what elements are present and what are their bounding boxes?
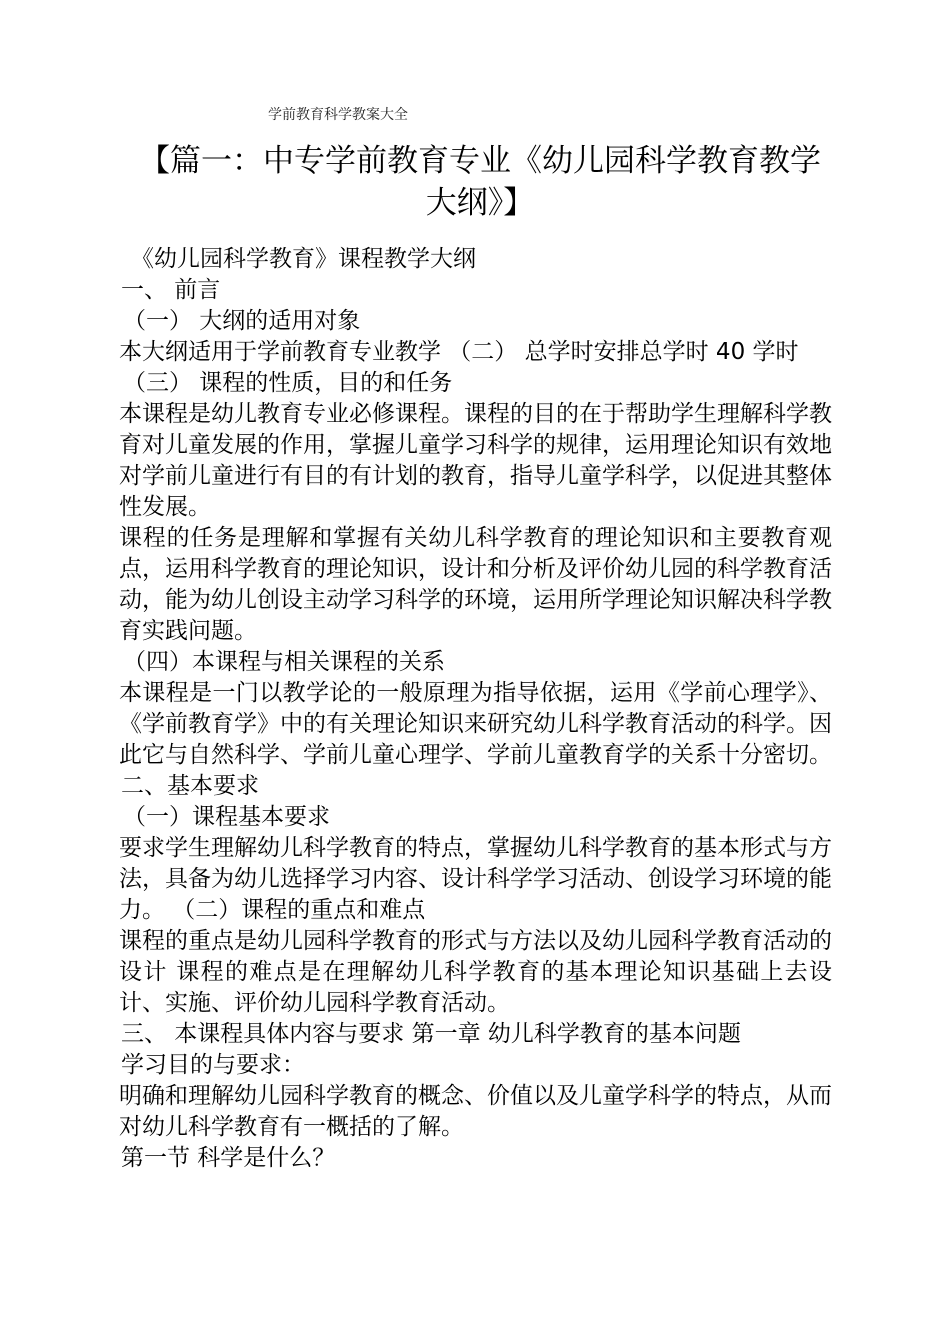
text-line-sub-2-1: （一）课程基本要求 [123, 804, 330, 830]
document-body [117, 244, 832, 1174]
paragraph-para-purpose: 本课程是幼儿教育专业必修课程。课程的目的在于帮助学生理解科学教育对儿童发展的作用，掌握儿童学习科学的规律，运用理论知识有效地对学前儿童进行有目的有计划的教育，指导儿童学科学，以促进其整体性发展。 [119, 401, 832, 520]
paragraph-para-task: 课程的任务是理解和掌握有关幼儿科学教育的理论知识和主要教育观点，运用科学教育的理论知识，设计和分析及评价幼儿园的科学教育活动，能为幼儿创设主动学习科学的环境，运用所学理论知识解决科学教育实践问题。 [119, 525, 832, 644]
header-title: 学前教育科学教案大全 [268, 107, 408, 123]
text-line-sub-1-3: （三） 课程的性质，目的和任务 [123, 370, 453, 396]
paragraph-para-focus: 课程的重点是幼儿园科学教育的形式与方法以及幼儿园科学教育活动的设计 课程的难点是在理解幼儿科学教育的基本理论知识基础上去设计、实施、评价幼儿园科学教育活动。 [119, 928, 832, 1016]
text-line-section-1: 一、 前言 [121, 277, 221, 303]
paragraph-para-relation: 本课程是一门以教学论的一般原理为指导依据，运用《学前心理学》、《学前教育学》中的有关理论知识来研究幼儿科学教育活动的科学。因此它与自然科学、学前儿童心理学、学前儿童教育学的关系十分密切。 [119, 680, 832, 768]
paragraph-para-req: 要求学生理解幼儿科学教育的特点，掌握幼儿科学教育的基本形式与方法，具备为幼儿选择学习内容、设计科学学习活动、创设学习环境的能力。 （二）课程的重点和难点 [119, 835, 832, 923]
text-line-sub-1-1: （一） 大纲的适用对象 [123, 308, 361, 334]
text-line-line-applies: 本大纲适用于学前教育专业教学 （二） 总学时安排总学时 40 学时 [119, 339, 799, 365]
text-line-section-3: 三、 本课程具体内容与要求 第一章 幼儿科学教育的基本问题 [121, 1021, 741, 1047]
paragraph-para-goal: 明确和理解幼儿园科学教育的概念、价值以及儿童学科学的特点，从而对幼儿科学教育有一概括的了解。 [119, 1083, 832, 1140]
text-line-course-title: 《幼儿园科学教育》课程教学大纲 [131, 246, 476, 272]
text-line-section-2: 二、基本要求 [121, 773, 259, 799]
text-line-goal-label: 学习目的与要求： [121, 1052, 305, 1078]
text-line-sub-1-4: （四）本课程与相关课程的关系 [123, 649, 445, 675]
main-heading: 【篇一：中专学前教育专业《幼儿园科学教育教学大纲》】 [139, 143, 821, 221]
text-line-sec-1-1: 第一节 科学是什么？ [121, 1145, 336, 1171]
